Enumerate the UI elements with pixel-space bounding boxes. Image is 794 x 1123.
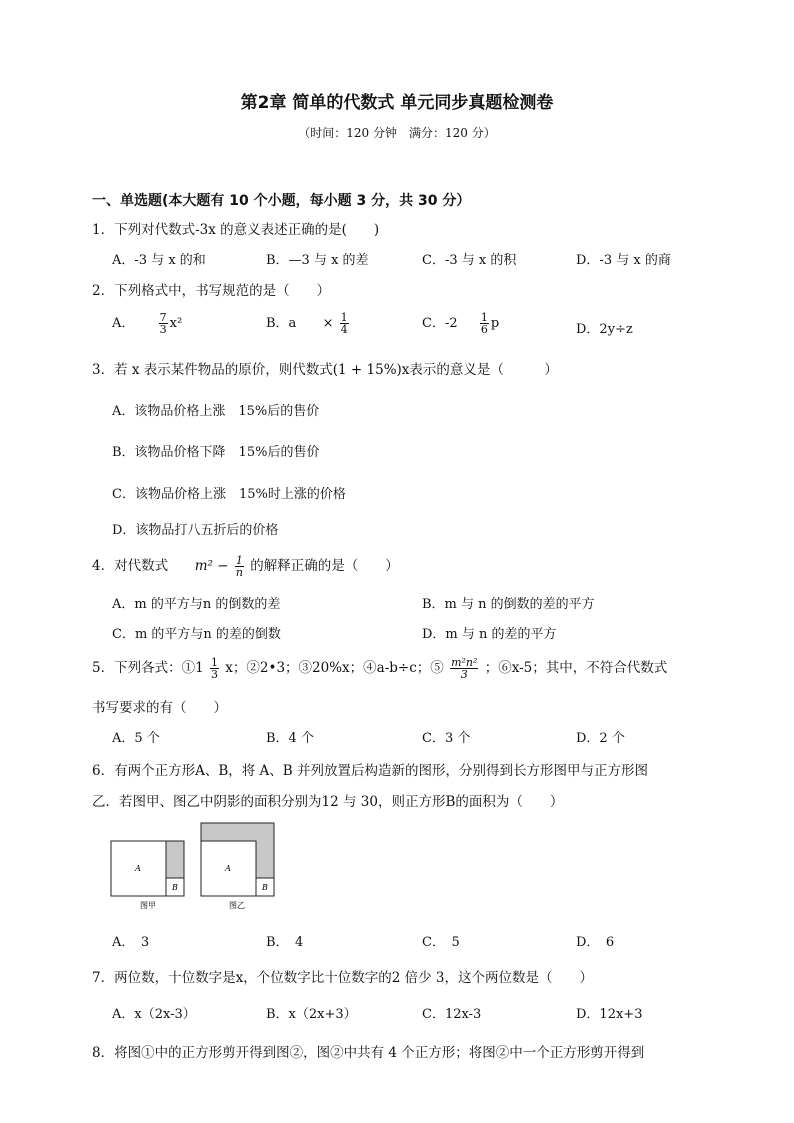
- question-5-option-d: D．2 个: [576, 731, 625, 746]
- question-4-stem-prefix: 4．对代数式: [92, 558, 169, 574]
- question-4-stem-suffix: 的解释正确的是（ ）: [250, 558, 399, 574]
- question-3-option-c: C．该物品价格上涨 15%时上涨的价格: [112, 487, 346, 502]
- question-6-option-d: D． 6: [576, 935, 615, 950]
- question-4-stem: [92, 554, 399, 578]
- question-4-option-a: A．m 的平方与n 的倒数的差: [112, 597, 281, 612]
- fraction: [340, 312, 349, 335]
- question-7-option-a: A．x（2x-3）: [112, 1007, 196, 1022]
- question-4-option-c: C．m 的平方与n 的差的倒数: [112, 627, 281, 642]
- exam-time-info: （时间：120 分钟 满分：120 分）: [298, 126, 496, 140]
- option-label: B．a: [266, 316, 297, 331]
- question-5-part-2: x；②2•3；③20%x；④a-b÷c；⑤: [225, 660, 444, 676]
- option-tail: x²: [169, 316, 183, 331]
- question-2-stem: 2．下列格式中，书写规范的是（ ）: [92, 283, 331, 299]
- question-6-option-b: B． 4: [266, 935, 304, 950]
- fraction-numerator: 7: [159, 311, 167, 324]
- fraction-denominator: 3: [210, 668, 218, 681]
- option-label: A．: [112, 316, 135, 331]
- question-6-line-2: 乙．若图甲、图乙中阴影的面积分别为12 与 30，则正方形B的面积为（ ）: [92, 794, 564, 810]
- question-1-option-b: B．—3 与 x 的差: [266, 253, 369, 268]
- fraction: [210, 657, 219, 680]
- question-4-option-b: B．m 与 n 的倒数的差的平方: [422, 597, 595, 612]
- fraction-numerator: 1: [210, 656, 218, 669]
- question-8-line-1: 8．将图①中的正方形剪开得到图②，图②中共有 4 个正方形；将图②中一个正方形剪开得到: [92, 1045, 645, 1061]
- question-5-option-a: A．5 个: [112, 731, 160, 746]
- fraction-denominator: n: [235, 566, 243, 579]
- label-b: B: [262, 883, 268, 892]
- question-2-option-d: D．2y÷z: [576, 322, 633, 337]
- fraction-denominator: 4: [340, 323, 348, 336]
- figure-caption: 图甲: [140, 901, 156, 910]
- fraction: [450, 657, 478, 680]
- fraction: [235, 555, 244, 578]
- question-5-line-2: 书写要求的有（ ）: [92, 700, 227, 716]
- question-6-option-c: C． 5: [422, 935, 460, 950]
- question-6-line-1: 6．有两个正方形A、B，将 A、B 并列放置后构造新的图形，分别得到长方形图甲与正方形图: [92, 763, 649, 779]
- label-a: A: [225, 864, 231, 873]
- option-label: C．-2: [422, 316, 458, 331]
- label-b: B: [172, 883, 178, 892]
- question-1-stem: 1．下列对代数式-3x 的意义表述正确的是( ): [92, 222, 380, 238]
- fraction: [480, 312, 489, 335]
- question-7-stem: 7．两位数，十位数字是x，个位数字比十位数字的2 倍少 3，这个两位数是（ ）: [92, 970, 593, 986]
- question-5-option-b: B．4 个: [266, 731, 314, 746]
- fraction-denominator: 6: [480, 323, 488, 336]
- question-5-option-c: C．3 个: [422, 731, 471, 746]
- question-5-part-1: 5．下列各式：①1: [92, 660, 204, 676]
- label-a: A: [135, 864, 141, 873]
- question-3-option-b: B．该物品价格下降 15%后的售价: [112, 445, 320, 460]
- figure-jia: [111, 841, 184, 910]
- page-title: 第2章 简单的代数式 单元同步真题检测卷: [240, 93, 554, 113]
- question-3-stem: 3．若 x 表示某件物品的原价，则代数式(1 + 15%)x表示的意义是（ ）: [92, 362, 558, 378]
- question-2-option-a: [112, 312, 182, 335]
- fraction-numerator: 1: [340, 311, 348, 324]
- question-7-option-d: D．12x+3: [576, 1007, 643, 1022]
- question-7-option-b: B．x（2x+3）: [266, 1007, 357, 1022]
- question-3-option-a: A．该物品价格上涨 15%后的售价: [112, 404, 320, 419]
- question-1-option-d: D．-3 与 x 的商: [576, 253, 671, 268]
- question-5-stem: [92, 656, 667, 680]
- fraction-denominator: 3: [159, 323, 167, 336]
- fraction: [159, 312, 168, 335]
- question-7-option-c: C．12x-3: [422, 1007, 482, 1022]
- figures-svg: [108, 820, 278, 915]
- fraction-numerator: 1: [480, 311, 488, 324]
- question-3-option-d: D．该物品打八五折后的价格: [112, 523, 279, 538]
- math-expression: m² −: [194, 558, 229, 574]
- figure-caption: 图乙: [229, 901, 245, 910]
- times-sign: ×: [322, 316, 334, 331]
- option-tail: p: [490, 316, 500, 331]
- question-1-option-a: A．-3 与 x 的和: [112, 253, 206, 268]
- fraction-denominator: 3: [460, 668, 468, 681]
- question-5-part-3: ；⑥x-5；其中，不符合代数式: [484, 660, 668, 676]
- figure-yi: [201, 823, 274, 910]
- question-2-option-c: [422, 312, 499, 335]
- question-4-option-d: D．m 与 n 的差的平方: [422, 627, 557, 642]
- question-6-option-a: A． 3: [112, 935, 150, 950]
- fraction-numerator: 1: [235, 554, 243, 567]
- shaded-region: [166, 841, 184, 878]
- question-2-option-b: [266, 312, 351, 335]
- fraction-numerator: m²n²: [451, 656, 478, 669]
- question-1-option-c: C．-3 与 x 的积: [422, 253, 517, 268]
- section-heading: 一、单选题(本大题有 10 个小题，每小题 3 分，共 30 分）: [92, 193, 471, 209]
